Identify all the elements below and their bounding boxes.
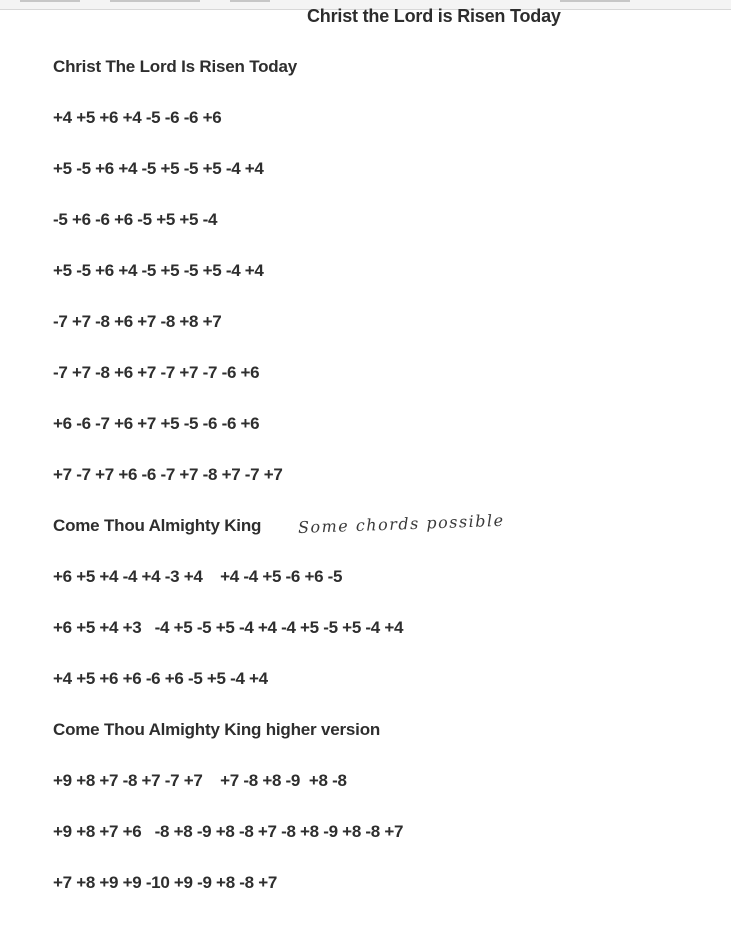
tab-line: -7 +7 -8 +6 +7 -8 +8 +7 [53, 312, 222, 331]
tab-line: +6 +5 +4 -4 +4 -3 +4 +4 -4 +5 -6 +6 -5 [53, 567, 343, 586]
tab-line: +4 +5 +6 +4 -5 -6 -6 +6 [53, 108, 222, 127]
tab-line: +7 +8 +9 +9 -10 +9 -9 +8 -8 +7 [53, 873, 277, 892]
tab-line: +9 +8 +7 -8 +7 -7 +7 +7 -8 +8 -9 +8 -8 [53, 771, 347, 790]
tab-line: +5 -5 +6 +4 -5 +5 -5 +5 -4 +4 [53, 261, 264, 280]
tab-line: -5 +6 -6 +6 -5 +5 +5 -4 [53, 210, 218, 229]
tab-line: +7 -7 +7 +6 -6 -7 +7 -8 +7 -7 +7 [53, 465, 283, 484]
tab-line: +4 +5 +6 +6 -6 +6 -5 +5 -4 +4 [53, 669, 268, 688]
handwritten-note: Some chords possible [297, 510, 505, 537]
tab-line: +9 +8 +7 +6 -8 +8 -9 +8 -8 +7 -8 +8 -9 +8 -8 +7 [53, 822, 404, 841]
song-heading: Come Thou Almighty King [53, 516, 262, 535]
tab-line: -7 +7 -8 +6 +7 -7 +7 -7 -6 +6 [53, 363, 260, 382]
document-title: Christ the Lord is Risen Today [307, 6, 561, 26]
tab-line: +6 +5 +4 +3 -4 +5 -5 +5 -4 +4 -4 +5 -5 +5 -4 +4 [53, 618, 404, 637]
song-heading: Come Thou Almighty King higher version [53, 720, 381, 739]
tab-line: +6 -6 -7 +6 +7 +5 -5 -6 -6 +6 [53, 414, 260, 433]
song-heading: Christ The Lord Is Risen Today [53, 57, 297, 76]
tab-line: +5 -5 +6 +4 -5 +5 -5 +5 -4 +4 [53, 159, 264, 178]
